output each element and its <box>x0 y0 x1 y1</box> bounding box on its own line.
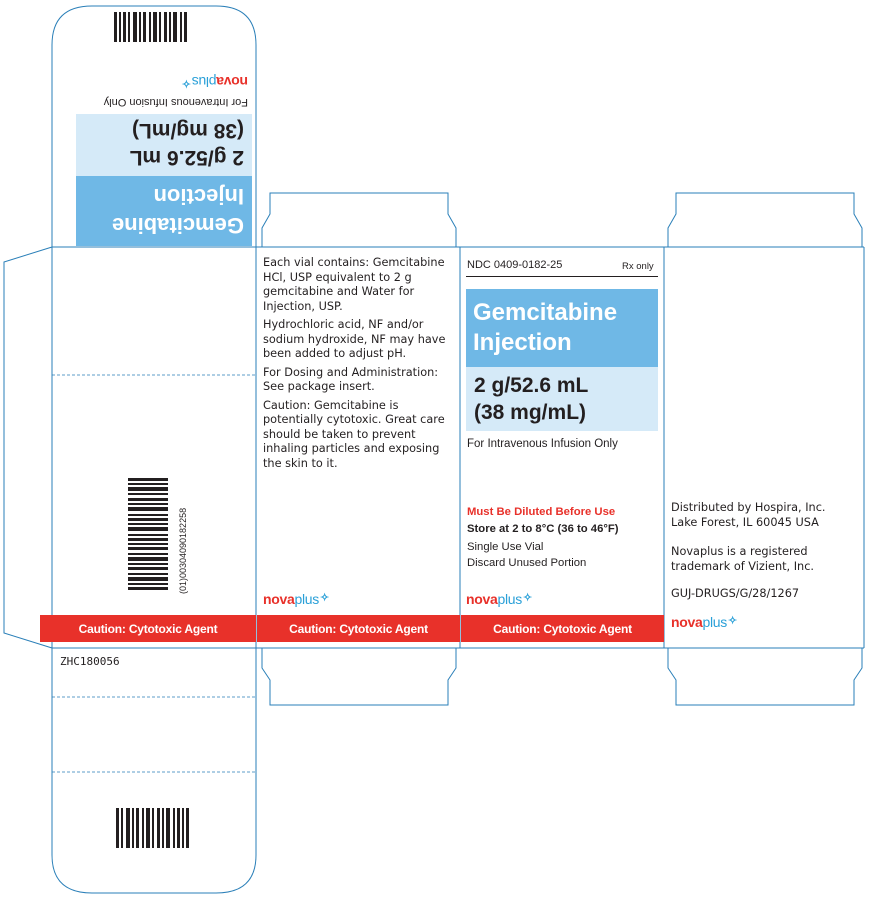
trademark-line2: trademark of Vizient, Inc. <box>671 559 815 573</box>
bottom-flap-barcode <box>116 808 189 848</box>
caution-banner-2 <box>257 615 460 642</box>
caution-banner-3 <box>461 615 664 642</box>
caution-banner-1 <box>40 615 256 642</box>
caution-text: Caution: Cytotoxic Agent <box>493 621 632 636</box>
sparkle-icon: ✧ <box>727 615 737 627</box>
ndc-rule <box>466 276 658 277</box>
top-flap-strength-line1: 2 g/52.6 mL <box>129 146 244 169</box>
strength-box <box>466 367 658 431</box>
logo-nova-text: nova <box>671 614 703 630</box>
rx-only: Rx only <box>622 261 654 272</box>
caution-text: Caution: Cytotoxic Agent <box>78 621 218 636</box>
top-flap-drug-line2: Injection <box>153 184 244 209</box>
logo-plus-text: plus <box>702 614 727 630</box>
drug-name-line1: Gemcitabine <box>473 299 618 326</box>
logo-nova-text: nova <box>263 591 295 607</box>
logo-nova-text: nova <box>216 74 248 90</box>
front-novaplus-logo <box>466 591 532 607</box>
sparkle-icon: ✧ <box>522 592 532 604</box>
right-novaplus-logo <box>671 614 737 630</box>
strength-line1: 2 g/52.6 mL <box>474 374 589 397</box>
sparkle-icon: ✧ <box>182 77 192 89</box>
trademark-line1: Novaplus is a registered <box>671 545 808 558</box>
logo-plus-text: plus <box>294 591 319 607</box>
ingredients-paragraph-1: Each vial contains: Gemcitabine HCl, USP equivalent to 2 g gemcitabine and Water for Injection, USP. <box>263 256 445 313</box>
top-flap-drug-line1: Gemcitabine <box>111 213 244 238</box>
logo-plus-text: plus <box>192 74 217 90</box>
discard-text: Discard Unused Portion <box>467 557 587 569</box>
barcode-number: (01)00304090182258 <box>178 507 188 594</box>
sparkle-icon: ✧ <box>319 592 329 604</box>
ingredients-paragraph-4: Caution: Gemcitabine is potentially cytotoxic. Great care should be taken to prevent inhaling particles and exposing the skin to it. <box>263 398 445 470</box>
drug-name-line2: Injection <box>473 329 572 356</box>
top-flap-barcode <box>114 12 187 42</box>
lot-code: ZHC180056 <box>60 655 120 668</box>
logo-nova-text: nova <box>466 591 498 607</box>
storage-text: Store at 2 to 8°C (36 to 46°F) <box>467 523 619 535</box>
top-flap-novaplus-logo <box>182 74 248 90</box>
top-flap-drug-box <box>76 176 252 246</box>
strength-line2: (38 mg/mL) <box>474 401 587 424</box>
caution-text: Caution: Cytotoxic Agent <box>289 621 428 636</box>
top-flap-route: For Intravenous Infusion Only <box>103 96 248 108</box>
distributor-line1: Distributed by Hospira, Inc. <box>671 501 826 514</box>
top-flap-strength-line2: (38 mg/mL) <box>131 119 244 142</box>
ingredients-paragraph-3: For Dosing and Administration: See package insert. <box>263 365 439 393</box>
single-use-text: Single Use Vial <box>467 541 544 553</box>
top-flap-content <box>52 66 256 246</box>
logo-plus-text: plus <box>497 591 522 607</box>
route-text: For Intravenous Infusion Only <box>467 438 618 450</box>
top-flap-strength-box <box>76 114 252 176</box>
ingredients-panel <box>263 256 453 475</box>
top-flap <box>52 6 256 247</box>
drug-name-box <box>466 289 658 367</box>
license-code: GUJ-DRUGS/G/28/1267 <box>671 587 800 600</box>
vertical-barcode <box>128 478 168 590</box>
side-novaplus-logo <box>263 591 329 607</box>
distributor-panel <box>671 501 857 602</box>
ingredients-paragraph-2: Hydrochloric acid, NF and/or sodium hydroxide, NF may have been added to adjust pH. <box>263 318 446 360</box>
ndc-number: NDC 0409-0182-25 <box>467 259 563 271</box>
dilute-warning: Must Be Diluted Before Use <box>467 506 616 518</box>
distributor-line2: Lake Forest, IL 60045 USA <box>671 515 819 529</box>
